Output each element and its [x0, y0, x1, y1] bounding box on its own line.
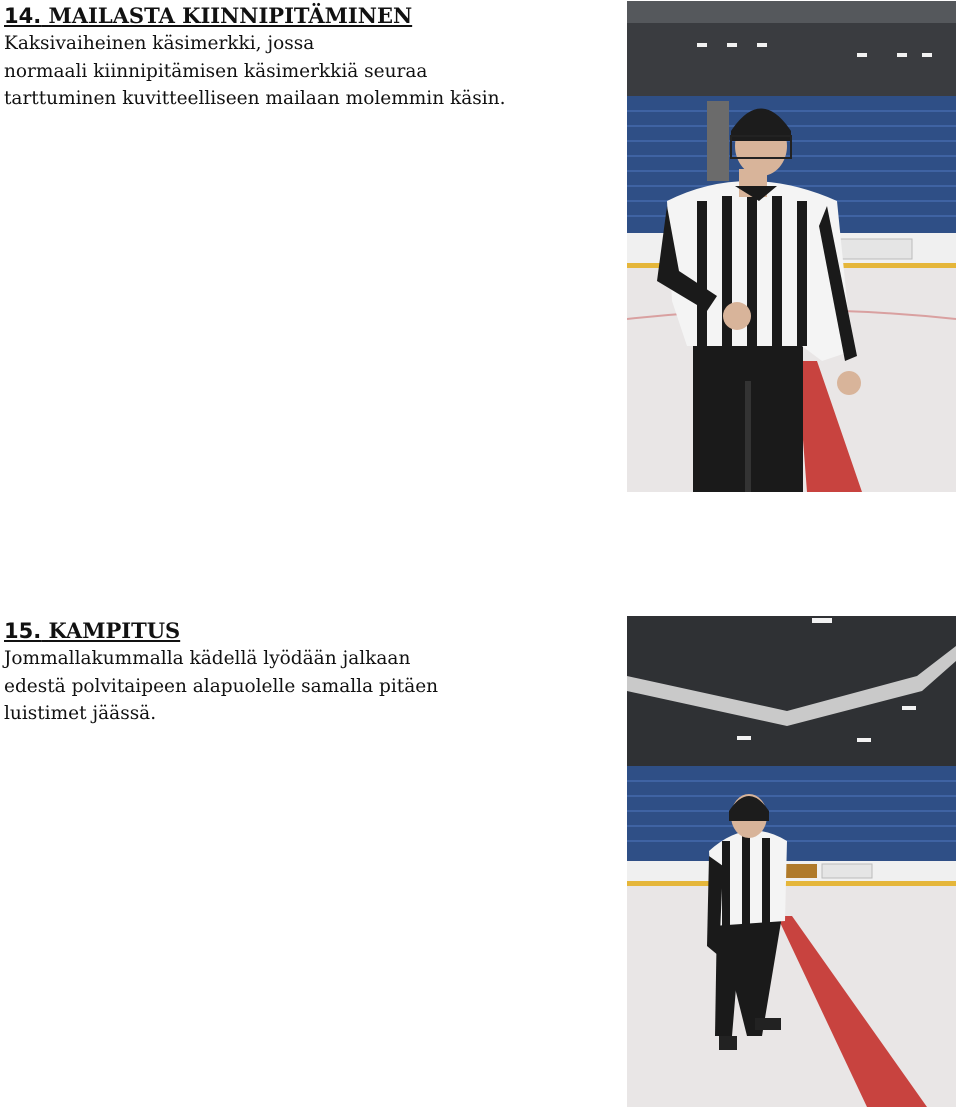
description-line: Kaksivaiheinen käsimerkki, jossa: [4, 33, 315, 54]
section-description: [4, 645, 604, 728]
signal-section-14: [0, 0, 960, 500]
referee-photo-icon: [627, 616, 956, 1107]
description-line: edestä polvitaipeen alapuolelle samalla pitäen: [4, 675, 439, 697]
section-number: 14.: [4, 4, 42, 28]
signal-section-15: [0, 615, 960, 1112]
section-title: KAMPITUS: [48, 618, 181, 643]
signal-text-14: [4, 2, 604, 113]
signal-text-15: [4, 617, 604, 728]
section-heading: [4, 617, 604, 645]
section-number: 15.: [4, 619, 42, 643]
section-title: MAILASTA KIINNIPITÄMINEN: [48, 3, 413, 28]
description-line: Jommallakummalla kädellä lyödään jalkaan: [4, 648, 411, 669]
description-line: normaali kiinnipitämisen käsimerkkiä seuraa: [4, 60, 428, 82]
referee-photo-icon: [627, 1, 956, 492]
referee-photo-15: [627, 616, 956, 1107]
description-line: luistimet jäässä.: [4, 703, 157, 724]
referee-photo-14: [627, 1, 956, 492]
section-heading: [4, 2, 604, 30]
description-line: tarttuminen kuvitteelliseen mailaan molemmin käsin.: [4, 88, 506, 109]
section-description: [4, 30, 604, 113]
